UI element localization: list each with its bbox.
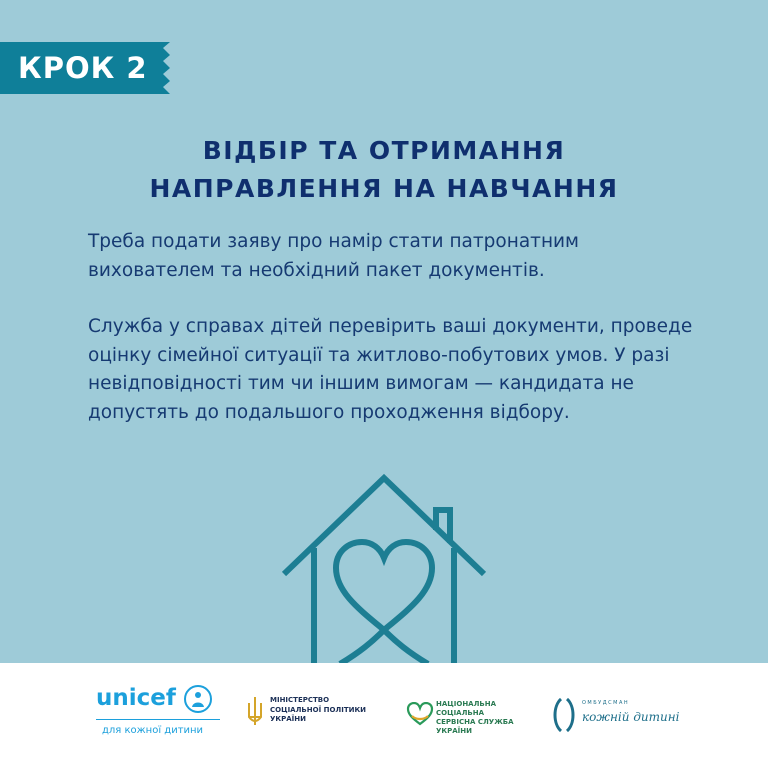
- body-paragraph-1: Треба подати заяву про намір стати патронатним вихователем та необхідний пакет документів.: [88, 231, 580, 281]
- ministry-name: МІНІСТЕРСТВО СОЦІАЛЬНОЇ ПОЛІТИКИ УКРАЇНИ: [270, 696, 367, 723]
- ombudsman-label-main: кожній дитині: [582, 710, 680, 724]
- unicef-emblem-icon: [182, 683, 214, 715]
- title-line-1: ВІДБІР ТА ОТРИМАННЯ: [202, 136, 566, 165]
- nssu-name: НАЦІОНАЛЬНА СОЦІАЛЬНА СЕРВІСНА СЛУЖБА УКРАЇНИ: [436, 700, 514, 735]
- ombudsman-brackets-icon: [550, 696, 578, 734]
- ministry-logo: [246, 695, 366, 735]
- nssu-logo: [406, 700, 516, 735]
- unicef-tagline: для кожної дитини: [102, 725, 204, 736]
- unicef-wordmark: unicef: [96, 685, 176, 711]
- house-heart-icon: [276, 470, 492, 666]
- ombudsman-logo: [550, 696, 690, 736]
- trident-icon: [246, 695, 264, 729]
- unicef-divider: [96, 719, 220, 720]
- step-label: КРОК 2: [18, 51, 148, 85]
- page-title: [60, 132, 708, 208]
- title-line-2: НАПРАВЛЕННЯ НА НАВЧАННЯ: [149, 174, 619, 203]
- nssu-heart-icon: [406, 702, 434, 726]
- body-paragraph-2: Служба у справах дітей перевірить ваші документи, проведе оцінку сімейної ситуації та житлово-побутових умов. У разі невідповідності тим чи іншим вимогам — кандидата не допустять до подальшого проходження відбору.: [88, 316, 693, 423]
- step-tag: [0, 42, 170, 94]
- unicef-logo: [96, 683, 226, 753]
- ombudsman-label-top: ОМБУДСМАН: [582, 700, 630, 706]
